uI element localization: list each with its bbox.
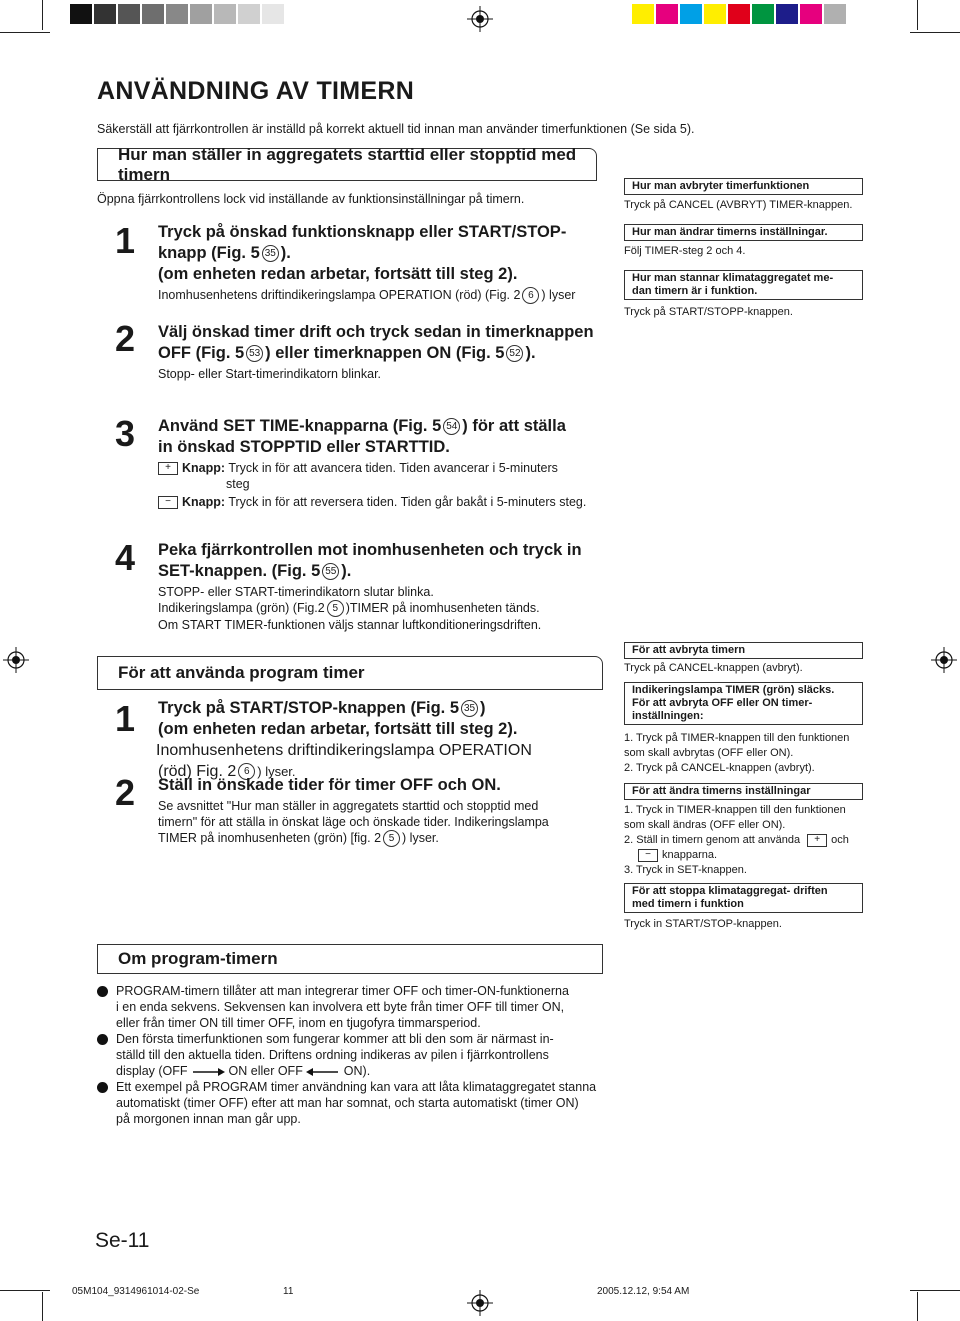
step-note: STOPP- eller START-timerindikatorn slutar blinka. bbox=[158, 585, 434, 599]
plus-button-icon: + bbox=[158, 462, 178, 475]
color-swatch bbox=[824, 4, 846, 24]
crop-mark bbox=[917, 0, 918, 30]
step-note bbox=[158, 830, 618, 847]
info-box-line-text: och bbox=[831, 834, 849, 846]
step-heading bbox=[158, 561, 618, 582]
plus-button-icon: + bbox=[807, 834, 827, 847]
step-text: Använd SET TIME-knapparna (Fig. 5 bbox=[158, 417, 442, 435]
info-box-label: För att avbryta timern bbox=[624, 642, 863, 659]
step-text: SET-knappen. (Fig. 5 bbox=[158, 562, 321, 580]
crop-mark bbox=[0, 32, 50, 33]
step-heading: Ställ in önskade tider för timer OFF och ON. bbox=[158, 776, 501, 794]
color-swatch bbox=[70, 4, 92, 24]
plus-key-note-cont: steg bbox=[226, 477, 250, 491]
step-3 bbox=[158, 416, 618, 510]
program-step-2 bbox=[158, 775, 618, 847]
grayscale-bar bbox=[70, 4, 286, 24]
step-heading: (om enheten redan arbetar, fortsätt till steg 2). bbox=[158, 265, 518, 283]
section-heading-text: Hur man ställer in aggregatets starttid eller stopptid med timern bbox=[118, 144, 577, 184]
step-text: Indikeringslampa (grön) (Fig.2 bbox=[158, 601, 325, 615]
bullet-paragraph bbox=[116, 1079, 616, 1127]
figure-ref: 6 bbox=[238, 763, 255, 780]
info-box-text bbox=[624, 731, 849, 776]
info-box-label: Hur man avbryter timerfunktionen bbox=[624, 178, 863, 195]
step-text: ) eller timerknappen ON (Fig. 5 bbox=[265, 344, 505, 362]
bullet-icon bbox=[97, 986, 108, 997]
figure-ref: 35 bbox=[262, 245, 279, 262]
info-box-text: Följ TIMER-steg 2 och 4. bbox=[624, 245, 746, 257]
step-note bbox=[158, 287, 608, 304]
section-heading-text: Om program-timern bbox=[118, 949, 278, 968]
step-heading bbox=[158, 343, 618, 364]
step-number: 1 bbox=[115, 220, 136, 261]
crop-mark bbox=[42, 0, 43, 30]
plus-key-note bbox=[158, 460, 618, 476]
step-text: knapp (Fig. 5 bbox=[158, 244, 260, 262]
step-heading: Välj önskad timer drift och tryck sedan in timerknappen bbox=[158, 323, 594, 341]
figure-ref: 52 bbox=[506, 345, 523, 362]
section-heading-text: För att använda program timer bbox=[118, 663, 365, 682]
color-swatch bbox=[214, 4, 236, 24]
info-box-text: Tryck på CANCEL-knappen (avbryt). bbox=[624, 662, 803, 674]
info-box-line: 2. Tryck på CANCEL-knappen (avbryt). bbox=[624, 762, 815, 774]
page-title: ANVÄNDNING AV TIMERN bbox=[97, 77, 415, 105]
step-number: 2 bbox=[115, 318, 136, 359]
crop-mark bbox=[0, 1290, 50, 1291]
registration-mark-icon bbox=[3, 647, 29, 673]
footer-file-name: 05M104_9314961014-02-Se bbox=[72, 1286, 200, 1297]
step-heading: Tryck på önskad funktionsknapp eller START/STOP- bbox=[158, 223, 567, 241]
bullet-line-text: ON eller OFF bbox=[228, 1064, 303, 1078]
step-2 bbox=[158, 322, 618, 382]
step-text: ). bbox=[280, 244, 291, 262]
step-heading: (om enheten redan arbetar, fortsätt till steg 2). bbox=[158, 720, 518, 738]
program-step-1 bbox=[158, 698, 618, 782]
step-text: Tryck in för att reversera tiden. Tiden går bakåt i 5-minuters steg. bbox=[228, 495, 587, 509]
figure-ref: 5 bbox=[383, 830, 400, 847]
step-text: ) lyser. bbox=[402, 831, 439, 845]
bullet-line-text: ON). bbox=[343, 1064, 371, 1078]
bullet-line: eller från timer ON till timer OFF, inom en tjugofyra timmarsperiod. bbox=[116, 1016, 481, 1030]
key-label: Knapp: bbox=[182, 495, 226, 509]
step-number: 4 bbox=[115, 537, 136, 578]
bullet-line: Ett exempel på PROGRAM timer användning kan vara att låta klimataggregatet stanna bbox=[116, 1080, 597, 1094]
info-box-label-line: dan timern är i funktion. bbox=[632, 285, 758, 297]
crop-mark bbox=[917, 1292, 918, 1321]
step-heading: Peka fjärrkontrollen mot inomhusenheten och tryck in bbox=[158, 541, 582, 559]
step-text: TIMER på inomhusenheten (grön) [fig. 2 bbox=[158, 831, 382, 845]
bullet-icon bbox=[97, 1034, 108, 1045]
step-text: ) bbox=[480, 699, 486, 717]
color-bar bbox=[632, 4, 848, 24]
info-box-text: Tryck på START/STOPP-knappen. bbox=[624, 306, 793, 318]
step-4 bbox=[158, 540, 618, 633]
info-box-label bbox=[624, 682, 863, 725]
color-swatch bbox=[166, 4, 188, 24]
step-text: ). bbox=[525, 344, 536, 362]
minus-key-note bbox=[158, 494, 618, 510]
info-box-label-line: För att avbryta OFF eller ON timer- bbox=[632, 697, 813, 709]
info-box-label bbox=[624, 883, 863, 913]
step-number: 3 bbox=[115, 413, 136, 454]
step-heading bbox=[158, 698, 618, 719]
bullet-line: Den första timerfunktionen som fungerar kommer att bli den som är närmast in- bbox=[116, 1032, 554, 1046]
registration-mark-icon bbox=[931, 647, 957, 673]
bullet-icon bbox=[97, 1082, 108, 1093]
info-box-line-text: 2. Ställ in timern genom att använda bbox=[624, 834, 801, 846]
info-box-label: För att ändra timerns inställningar bbox=[624, 783, 863, 800]
info-box-line: 1. Tryck på TIMER-knappen till den funktionen bbox=[624, 732, 850, 744]
color-swatch bbox=[728, 4, 750, 24]
bullet-paragraph bbox=[116, 983, 616, 1031]
figure-ref: 35 bbox=[461, 700, 478, 717]
section-heading bbox=[97, 944, 603, 974]
registration-mark-icon bbox=[467, 1290, 493, 1316]
registration-mark-icon bbox=[467, 6, 493, 32]
info-box-label-line: med timern i funktion bbox=[632, 898, 744, 910]
bullet-line: i en enda sekvens. Sekvensen kan involvera ett byte från timer OFF till timer ON, bbox=[116, 1000, 565, 1014]
info-box-label-line: För att stoppa klimataggregat- driften bbox=[632, 885, 828, 897]
section-heading bbox=[97, 144, 597, 184]
step-number: 1 bbox=[115, 698, 136, 739]
figure-ref: 53 bbox=[246, 345, 263, 362]
bullet-line: automatiskt (timer OFF) efter att man har somnat, och starta automatiskt (timer ON) bbox=[116, 1096, 579, 1110]
crop-mark bbox=[910, 32, 960, 33]
intro-text: Säkerställ att fjärrkontrollen är inställd på korrekt aktuell tid innan man använder timerfunktionen (Se sida 5). bbox=[97, 122, 695, 136]
step-text: )TIMER på inomhusenheten tänds. bbox=[345, 601, 540, 615]
color-swatch bbox=[752, 4, 774, 24]
footer-page: 11 bbox=[283, 1286, 294, 1297]
crop-mark bbox=[910, 1290, 960, 1291]
footer-timestamp: 2005.12.12, 9:54 AM bbox=[597, 1286, 690, 1297]
info-box-line: som skall ändras (OFF eller ON). bbox=[624, 819, 786, 831]
step-heading bbox=[158, 243, 608, 264]
step-number: 2 bbox=[115, 772, 136, 813]
bullet-paragraph bbox=[116, 1031, 616, 1079]
step-note: Stopp- eller Start-timerindikatorn blinkar. bbox=[158, 367, 382, 381]
step-heading bbox=[158, 416, 618, 437]
page-number: Se-11 bbox=[95, 1229, 150, 1252]
color-swatch bbox=[190, 4, 212, 24]
info-box-line: 1. Tryck in TIMER-knappen till den funktionen bbox=[624, 804, 846, 816]
color-swatch bbox=[262, 4, 284, 24]
color-swatch bbox=[776, 4, 798, 24]
figure-ref: 5 bbox=[327, 600, 344, 617]
info-box-line: 3. Tryck in SET-knappen. bbox=[624, 864, 747, 876]
minus-button-icon: − bbox=[638, 849, 658, 862]
crop-mark bbox=[42, 1292, 43, 1321]
info-box-label-line: inställningen: bbox=[632, 710, 704, 722]
step-text: Inomhusenhetens driftindikeringslampa OPERATION bbox=[156, 742, 532, 759]
arrow-left-icon bbox=[306, 1068, 340, 1076]
step-text: Tryck in för att avancera tiden. Tiden avancerar i 5-minuters bbox=[228, 461, 558, 475]
info-box-label-line: Indikeringslampa TIMER (grön) släcks. bbox=[632, 684, 835, 696]
info-box-text: Tryck in START/STOP-knappen. bbox=[624, 918, 782, 930]
key-label: Knapp: bbox=[182, 461, 226, 475]
step-1 bbox=[158, 222, 608, 304]
minus-button-icon: − bbox=[158, 496, 178, 509]
info-box-line: som skall avbrytas (OFF eller ON). bbox=[624, 747, 794, 759]
step-text: Tryck på START/STOP-knappen (Fig. 5 bbox=[158, 699, 460, 717]
info-box-line-text: knapparna. bbox=[662, 849, 718, 861]
step-note: Om START TIMER-funktionen väljs stannar luftkonditioneringsdriften. bbox=[158, 618, 542, 633]
bullet-line: på morgonen innan man går upp. bbox=[116, 1112, 301, 1126]
arrow-right-icon bbox=[191, 1068, 225, 1076]
step-note: timern" för att ställa in önskat läge och önskade tider. Indikeringslampa bbox=[158, 815, 549, 829]
bullet-line bbox=[116, 1063, 616, 1079]
bullet-line: ställd till den aktuella tiden. Driftens ordning indikeras av pilen i fjärrkontrollens bbox=[116, 1048, 549, 1062]
step-text: (röd) Fig. 2 bbox=[158, 763, 237, 780]
info-box-text: Tryck på CANCEL (AVBRYT) TIMER-knappen. bbox=[624, 199, 853, 211]
step-note: Se avsnittet "Hur man ställer in aggregatets starttid och stopptid med bbox=[158, 799, 539, 813]
color-swatch bbox=[142, 4, 164, 24]
color-swatch bbox=[704, 4, 726, 24]
step-text: OFF (Fig. 5 bbox=[158, 344, 245, 362]
info-box-label: Hur man ändrar timerns inställningar. bbox=[624, 224, 863, 241]
color-swatch bbox=[680, 4, 702, 24]
figure-ref: 54 bbox=[443, 418, 460, 435]
color-swatch bbox=[94, 4, 116, 24]
step-note bbox=[158, 600, 618, 617]
info-box-line bbox=[624, 833, 849, 848]
step-text: ). bbox=[341, 562, 352, 580]
info-box-label-line: Hur man stannar klimataggregatet me- bbox=[632, 272, 834, 284]
color-swatch bbox=[632, 4, 654, 24]
bullet-line: PROGRAM-timern tillåter att man integrerar timer OFF och timer-ON-funktionerna bbox=[116, 984, 569, 998]
step-text: ) lyser. bbox=[257, 764, 296, 779]
figure-ref: 55 bbox=[322, 563, 339, 580]
step-text: ) för att ställa bbox=[462, 417, 566, 435]
section-heading bbox=[97, 656, 603, 690]
color-swatch bbox=[238, 4, 260, 24]
step-heading: in önskad STOPPTID eller STARTTID. bbox=[158, 438, 450, 456]
info-box-label bbox=[624, 270, 863, 300]
color-swatch bbox=[118, 4, 140, 24]
info-box-line bbox=[624, 848, 849, 863]
bullet-line-text: display (OFF bbox=[116, 1064, 188, 1078]
color-swatch bbox=[656, 4, 678, 24]
section-intro: Öppna fjärrkontrollens lock vid inställande av funktionsinställningar på timern. bbox=[97, 192, 525, 206]
figure-ref: 6 bbox=[522, 287, 539, 304]
info-box-text bbox=[624, 803, 849, 878]
color-swatch bbox=[800, 4, 822, 24]
step-text: ) lyser bbox=[541, 288, 576, 302]
step-text: Inomhusenhetens driftindikeringslampa OPERATION (röd) (Fig. 2 bbox=[158, 288, 521, 302]
